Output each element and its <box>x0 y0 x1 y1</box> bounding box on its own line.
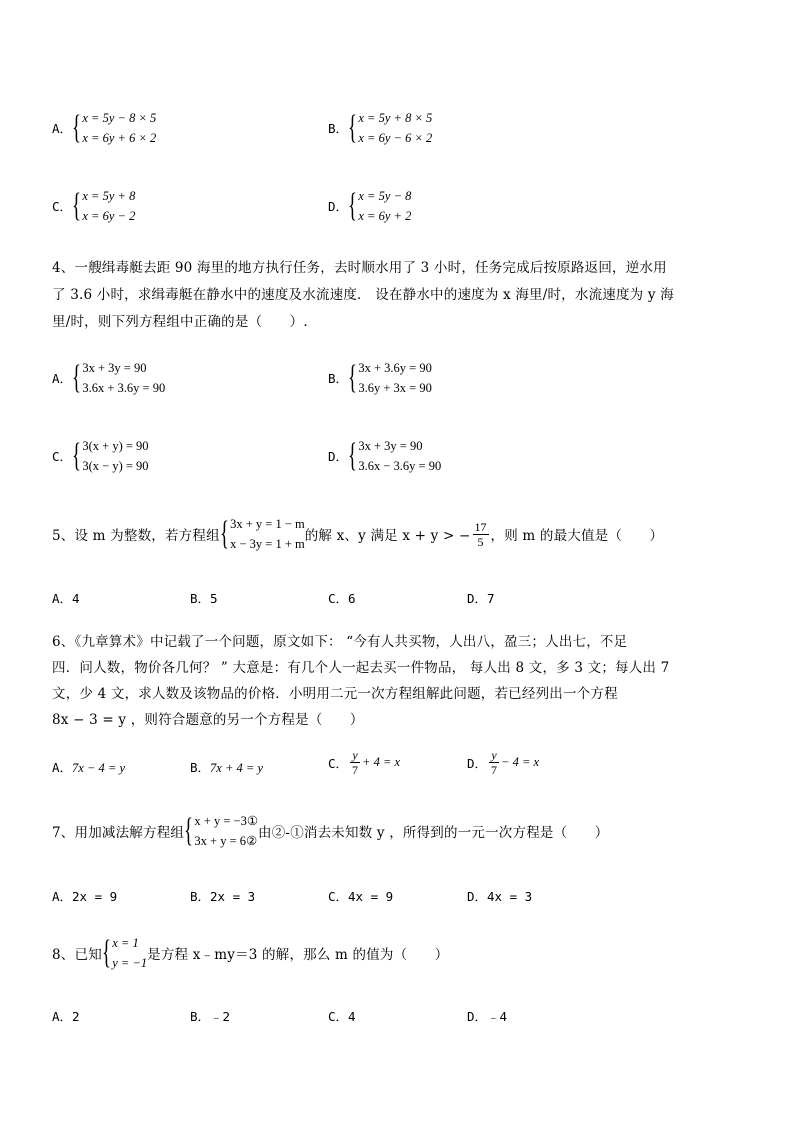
q4-stem-line1: 4、一艘缉毒艇去距 90 海里的地方执行任务，去时顺水用了 3 小时，任务完成后按原路返回，逆水用 <box>52 260 667 276</box>
q6-option-b <box>190 757 263 776</box>
q4-d-eq2: 3.6x − 3.6y = 90 <box>358 459 442 473</box>
q5-option-b: B．5 <box>190 591 218 606</box>
q5-suffix: ，则 m 的最大值是（ ） <box>490 528 664 544</box>
q4-option-d-label: D． <box>328 449 349 464</box>
q6-option-d-rest: − 4 = x <box>501 755 540 769</box>
left-brace: { <box>72 187 82 224</box>
left-brace: { <box>348 187 358 224</box>
left-brace: { <box>348 109 358 146</box>
q6-option-c <box>328 748 400 777</box>
q6-stem-line2: 四．问人数，物价各几何？ ” 大意是：有几个人一起去买一件物品， 每人出 8 文，多 3 文；每人出 7 <box>52 660 670 676</box>
left-brace: { <box>184 812 194 849</box>
q8-prefix: 8、已知 <box>52 947 102 963</box>
q6-option-c-rest: + 4 = x <box>362 755 401 769</box>
q4-b-eq1: 3x + 3.6y = 90 <box>358 361 432 375</box>
q7-option-d: D．4x = 3 <box>467 889 533 904</box>
q5-stem <box>52 514 663 554</box>
q6-c-den: 7 <box>352 763 359 777</box>
q5-option-d: D．7 <box>467 591 495 606</box>
left-brace: { <box>101 934 111 971</box>
q7-option-b: B．2x = 3 <box>190 889 256 904</box>
left-brace: { <box>72 437 82 474</box>
q4-stem-line3: 里/时，则下列方程组中正确的是（ ）. <box>52 314 308 330</box>
q5-mid: 的解 x、y 满足 x + y > − <box>304 528 471 544</box>
q4-b-eq2: 3.6y + 3x = 90 <box>358 381 432 395</box>
q6-stem-line4: 8x − 3 = y ，则符合题意的另一个方程是（ ） <box>52 712 364 728</box>
q4-a-eq2: 3.6x + 3.6y = 90 <box>82 381 166 395</box>
left-brace: { <box>72 109 82 146</box>
q6-d-den: 7 <box>491 763 498 777</box>
q7-option-a: A．2x = 9 <box>52 889 118 904</box>
q8-option-d: D．﹣4 <box>467 1009 508 1024</box>
q5-eq1: 3x + y = 1 − m <box>230 517 305 531</box>
q4-option-d <box>328 436 441 476</box>
fraction <box>489 748 499 777</box>
q3-a-eq2: x = 6y + 6 × 2 <box>82 131 157 145</box>
q5-eq2: x − 3y = 1 + m <box>230 537 305 551</box>
q3-c-eq2: x = 6y − 2 <box>82 209 136 223</box>
q3-option-a <box>52 108 156 148</box>
q3-option-b-label: B． <box>328 121 349 136</box>
q6-stem-line3: 文，少 4 文，求人数及该物品的价格．小明用二元一次方程组解此问题，若已经列出一个方程 <box>52 686 618 702</box>
left-brace: { <box>72 359 82 396</box>
q6-option-d <box>467 748 539 777</box>
q3-option-c-label: C． <box>52 199 73 214</box>
fraction <box>473 520 489 549</box>
q4-option-a <box>52 358 165 398</box>
q4-option-b-label: B． <box>328 371 349 386</box>
q4-option-c <box>52 436 149 476</box>
q6-option-a <box>52 757 125 776</box>
q7-stem <box>52 811 608 851</box>
q7-eq2: 3x + y = 6② <box>194 834 258 848</box>
q5-option-c: C．6 <box>328 591 356 606</box>
q5-prefix: 5、设 m 为整数，若方程组 <box>52 528 220 544</box>
q7-eq1: x + y = −3① <box>194 814 259 828</box>
q8-eq1: x = 1 <box>112 936 139 950</box>
q3-a-eq1: x = 5y − 8 × 5 <box>82 111 157 125</box>
left-brace: { <box>219 515 229 552</box>
q5-frac-num: 17 <box>474 519 487 534</box>
q8-stem <box>52 933 448 973</box>
q3-d-eq2: x = 6y + 2 <box>358 209 412 223</box>
left-brace: { <box>348 359 358 396</box>
q5-option-a: A．4 <box>52 591 80 606</box>
q6-option-d-label: D． <box>467 755 488 771</box>
q4-a-eq1: 3x + 3y = 90 <box>82 361 147 375</box>
q6-c-num: y <box>352 748 358 762</box>
q6-option-a-text: 7x − 4 = y <box>72 761 125 775</box>
left-brace: { <box>348 437 358 474</box>
q8-option-a: A．2 <box>52 1009 80 1024</box>
q4-c-eq2: 3(x − y) = 90 <box>82 459 149 473</box>
q6-option-b-label: B． <box>190 760 211 775</box>
q4-d-eq1: 3x + 3y = 90 <box>358 439 423 453</box>
q6-stem-line1: 6、《九章算术》中记载了一个问题，原文如下： “今有人共买物，人出八，盈三；人出七，不足 <box>52 634 628 650</box>
q8-eq2: y = −1 <box>112 956 148 970</box>
q4-c-eq1: 3(x + y) = 90 <box>82 439 149 453</box>
q7-suffix: 由②-①消去未知数 y ，所得到的一元一次方程是（ ） <box>258 825 609 841</box>
q3-option-d <box>328 186 411 226</box>
q3-d-eq1: x = 5y − 8 <box>358 189 412 203</box>
q3-option-d-label: D． <box>328 199 349 214</box>
q7-prefix: 7、用加减法解方程组 <box>52 825 185 841</box>
q3-option-b <box>328 108 432 148</box>
q3-c-eq1: x = 5y + 8 <box>82 189 136 203</box>
q6-option-a-label: A． <box>52 760 73 775</box>
q8-option-b: B．﹣2 <box>190 1009 231 1024</box>
q4-option-a-label: A． <box>52 371 73 386</box>
q6-d-num: y <box>491 748 497 762</box>
q7-option-c: C．4x = 9 <box>328 889 394 904</box>
q8-option-c: C．4 <box>328 1009 356 1024</box>
q6-option-c-label: C． <box>328 755 349 771</box>
q4-stem-line2: 了 3.6 小时，求缉毒艇在静水中的速度及水流速度． 设在静水中的速度为 x 海里/时，水流速度为 y 海 <box>52 287 674 303</box>
q3-option-c <box>52 186 135 226</box>
q3-option-a-label: A． <box>52 121 73 136</box>
q4-option-b <box>328 358 432 398</box>
q5-frac-den: 5 <box>477 534 484 549</box>
q3-b-eq1: x = 5y + 8 × 5 <box>358 111 433 125</box>
fraction <box>350 748 360 777</box>
q8-suffix: 是方程 x﹣my＝3 的解，那么 m 的值为（ ） <box>147 947 449 963</box>
q6-option-b-text: 7x + 4 = y <box>210 761 263 775</box>
q4-option-c-label: C． <box>52 449 73 464</box>
q3-b-eq2: x = 6y − 6 × 2 <box>358 131 433 145</box>
